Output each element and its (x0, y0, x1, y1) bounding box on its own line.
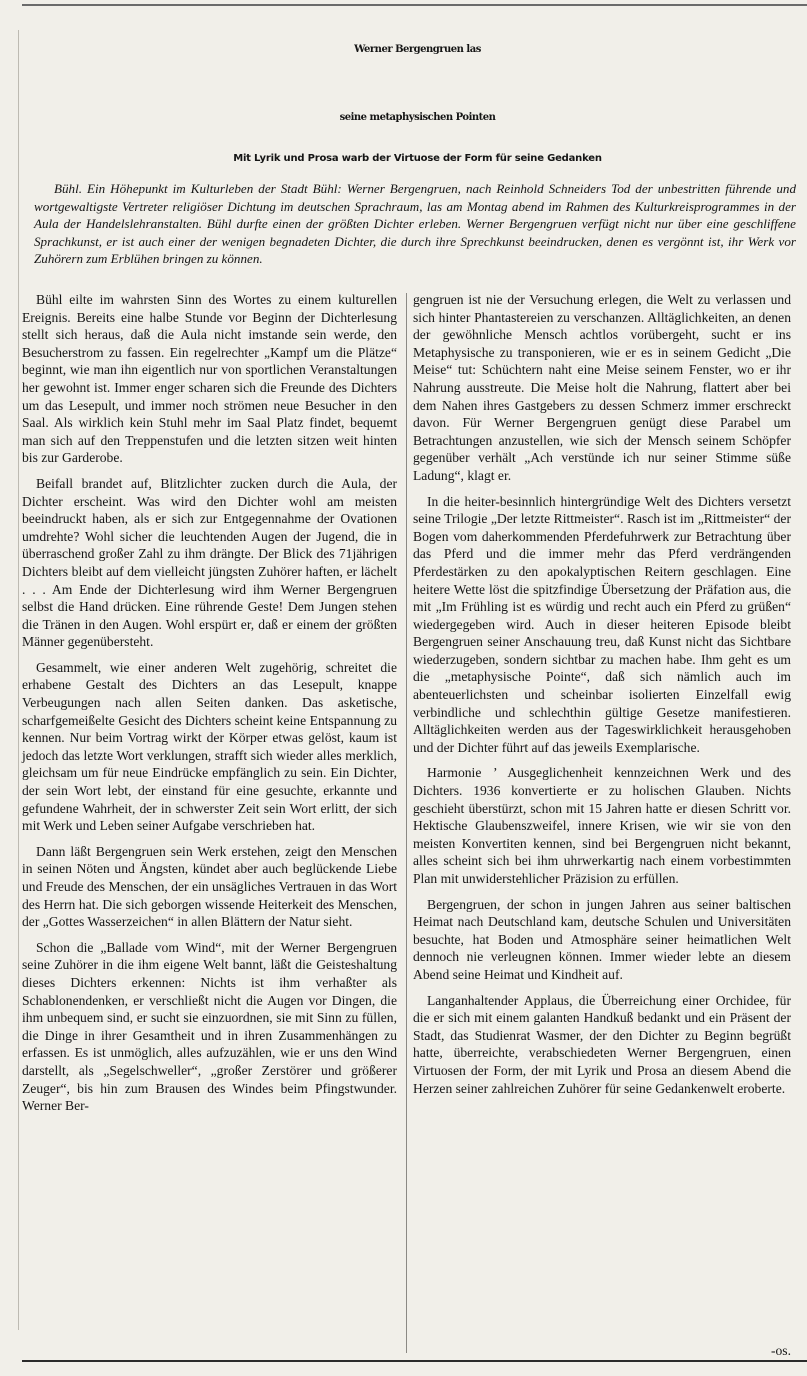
subheadline: Mit Lyrik und Prosa warb der Virtuose der Form für seine Gedanken (233, 153, 602, 164)
paragraph: Dann läßt Bergengruen sein Werk erstehen, zeigt den Menschen in seinen Nöten und Ängsten, kündet aber auch beglückende Liebe und Freude des Menschen, der ein unsägliches Vertrauen in das Wort des Herrn hat. Die sich geborgen wissende Heiterkeit des Menschen, der „Gottes Wasserzeichen“ in allen Blättern der Natur sieht. (22, 843, 397, 930)
column-divider (406, 293, 407, 1353)
paragraph: Harmonie ’ Ausgeglichenheit kennzeichnen Werk und des Dichters. 1936 konvertierte er zu holischen Glauben. Nichts geschieht überstürzt, schon mit 15 Jahren hatte er diesen Schritt vor. Hektische Glaubenszweifel, innere Krisen, wie wir sie von den meisten Konvertiten kennen, sind bei Bergengruen nicht bekannt, alles scheint sich bei ihm uhrwerkartig nach einem vorbestimmten Plan mit unwiderstehlicher Präzision zu erfüllen. (413, 765, 791, 886)
paragraph: gengruen ist nie der Versuchung erlegen, die Welt zu verlassen und sich hinter Phantastereien zu verschanzen. Alltäglichkeiten, an denen der gewöhnliche Mensch achtlos vorübergeht, sucht er ins Metaphysische zu transponieren, wie er es in seinem Gedicht „Die Meise“ tut: Schüchtern naht eine Meise seinem Fenster, wo er ihr Nahrung ausstreute. Die Meise holt die Nahrung, flattert aber bei dem Nahen ihres Gastgebers zu dessen Schmerz immer erschreckt davon. Für Werner Bergengruen genügt diese Parabel um Betrachtungen anzustellen, wie sich der Mensch seinem Schöpfer gegenüber verhält „Ach verstünde ich nur seiner Stimme süße Ladung“, klagt er. (413, 292, 791, 483)
paragraph: In die heiter-besinnlich hintergründige Welt des Dichters versetzt seine Trilogie „Der letzte Rittmeister“. Rasch ist im „Rittmeister“ der Bogen vom daherkommenden Pferdefuhrwerk zur Betrachtung über das Pferd und die immer mehr das Pferd verdrängenden Pferdestärken zu den apokalyptischen Reitern geschlagen. Eine heitere Wette löst die spitzfindige Übersetzung der Präfation aus, die mit „Im Frühling ist es würdig und recht auch ein Pferd zu grüßen“ wiedergegeben wird. Auch in dieser heiteren Episode bleibt Bergengruen seiner Anschauung treu, daß Kunst nicht das Sichtbare wiederzugeben, sondern sichtbar zu machen habe. Ihm geht es um die „metaphysische Pointe“, daß sich nämlich auch im abenteuerlichsten und scheinbar isolierten Einzelfall ewig verbindliche und schlechthin gültige Gesetze manifestieren. Alltäglichkeiten werden aus der Tageswirklichkeit herausgehoben und der Dichter führt auf das jeweils Exemplarische. (413, 493, 791, 755)
left-margin-rule (18, 30, 19, 1330)
article-column-right (413, 291, 791, 1361)
lead-paragraph: Bühl. Ein Höhepunkt im Kulturleben der Stadt Bühl: Werner Bergengruen, nach Reinhold Schneiders Tod der unbestritten führende und wortgewaltigste Vertreter religiöser Dichtung im deutschen Sprachraum, las am Montag abend im Rahmen des Kulturkreisprogrammes in der Aula der Handelslehranstalten. Bühl durfte einen der größten Dichter erleben. Werner Bergengruen verfügt nicht nur über eine geschliffene Sprachkunst, er ist auch einer der wenigen begnadeten Dichter, die durch ihre Sprechkunst beeindrucken, denen es vergönnt ist, ihr Werk vor Zuhörern zum Erblühen bringen zu können. (34, 181, 796, 267)
paragraph: Beifall brandet auf, Blitzlichter zucken durch die Aula, der Dichter erscheint. Was wird den Dichter wohl am meisten beeindruckt haben, als er sich zur Entgegennahme der Ovationen umdrehte? Wohl sicher die leuchtenden Augen der Jugend, die in überraschend großer Zahl zu ihm drängte. Der Blick des 71jährigen Dichters bleibt auf dem vielleicht jüngsten Zuhörer haften, er lächelt . . . Am Ende der Dichterlesung wird ihm Werner Bergengruen selbst die Hand drücken. Eine rührende Geste! Dem Jungen stehen die Tränen in den Augen. Wohl erspürt er, daß er einem der größten Männer gegenübersteht. (22, 475, 397, 650)
paragraph: Gesammelt, wie einer anderen Welt zugehörig, schreitet die erhabene Gestalt des Dichters an das Lesepult, knappe Verbeugungen nach allen Seiten danken. Das asketische, scharfgemeißelte Gesicht des Dichters scheint keine Entspannung zu kennen. Nur beim Vortrag wirkt der Körper etwas gelöst, kaum ist jedoch das letzte Wort verklungen, strafft sich wieder alles merklich, gleichsam um für neue Eindrücke empfänglich zu sein. Ein Dichter, der sein Wort lebt, der einstand für eine gesuchte, erkannte und gefundene Wahrheit, der in schwerster Zeit sein Wort erlitt, der sich mit Werk und Leben seiner Aufgabe verschrieben hat. (22, 659, 397, 834)
paragraph: Bühl eilte im wahrsten Sinn des Wortes zu einem kulturellen Ereignis. Bereits eine halbe Stunde vor Beginn der Dichterlesung stellt sich heraus, daß die Aula nicht imstande sein werde, den Besucherstrom zu fassen. Ein regelrechter „Kampf um die Plätze“ beginnt, wie man ihn eigentlich nur von sportlichen Veranstaltungen her gewohnt ist. Immer enger scharen sich die Freunde des Dichters um das Lesepult, und immer noch strömen neue Besucher in den Saal. Als wirklich kein Stuhl mehr im Saal Platz findet, bequemt man sich auf den Treppenstufen und die letzten sitzen weit hinten bis zur Garderobe. (22, 292, 397, 466)
bottom-rule (22, 1360, 807, 1362)
paragraph: Schon die „Ballade vom Wind“, mit der Werner Bergengruen seine Zuhörer in die ihm eigene Welt bannt, läßt die Geisteshaltung dieses Dichters erkennen: Nichts ist ihm verhaßter als Schablonendenken, er verschließt nicht die Augen vor Dingen, die ihm unbequem sind, er sucht sie einzuordnen, sie mit Sinn zu füllen, die Dinge in ihrer Gesamtheit und in ihren Zusammenhängen zu erfassen. Es ist unmöglich, alles aufzuzählen, wie er uns den Wind darstellt, als „Segelschweller“, „großer Zerstörer und größerer Zeuger“, bis hin zum Brausen des Windes beim Pfingstwunder. Werner Ber- (22, 939, 397, 1114)
author-signature: -os. (770, 1343, 791, 1358)
paragraph: Bergengruen, der schon in jungen Jahren aus seiner baltischen Heimat nach Deutschland kam, deutsche Schulen und Universitäten besuchte, hat Boden und Atmosphäre seiner heimatlichen Welt dennoch nie verleugnen können. Immer wieder lebte an diesem Abend seine Heimat und Kindheit auf. (413, 896, 791, 982)
headline-line-2: seine metaphysischen Pointen (339, 112, 496, 123)
headline-line-1: Werner Bergengruen las (354, 44, 481, 55)
paragraph: Langanhaltender Applaus, die Überreichung einer Orchidee, für die er sich mit einem galanten Handkuß bedankt und ein Präsent der Stadt, das Studienrat Wasmer, der den Dichter zu Beginn begrüßt hatte, überreichte, verabschiedeten Werner Bergengruen, einen Virtuosen der Form, der mit Lyrik und Prosa an diesem Abend die Herzen seiner zahlreichen Zuhörer für seine Gedankenwelt eroberte. (413, 992, 791, 1096)
article-column-left (22, 291, 397, 1361)
top-rule (22, 4, 807, 6)
